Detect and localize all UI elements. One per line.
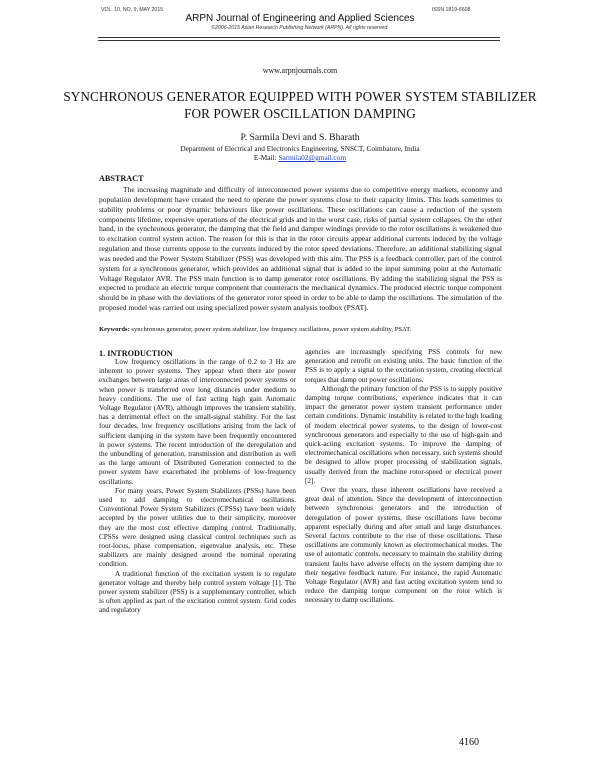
journal-website: www.arpnjournals.com [262,66,338,75]
journal-name: ARPN Journal of Engineering and Applied Sciences [185,13,415,24]
abstract-text: The increasing magnitude and difficulty of interconnected power systems due to competitive energy markets, economy and population development have created the need to operate the power systems close to their capacity limits. This leads sometimes to stability problems or poor dynamic behaviours like power oscillations. These oscillations can cause a reduction of the system components lifetime, expensive operations of the electrical grids and in the worst case, risks of partial system collapses. On the other hand, in the synchronous generator, the damping that the field and damper windings provide to the rotor oscillations is weakened due to excitation control system action. The reason for this is that in the rotor circuits appear additional currents induced by the voltage regulation and those currents oppose to the currents induced by the rotor speed deviations. Therefore, an additional stabilizing signal was needed and the Power System Stabilizer (PSS) was developed with this aim. The PSS is a feedback controller, part of the control system for a synchronous generator, which provides an additional signal that is added to the input summing point at the Automatic Voltage Regulator AVR. The PSS main function is to damp generator rotor oscillations. By adding the stabilizing signal the PSS is expected to produce an electric torque component that counteracts the mechanical dynamics. The produced electric torque component should be in phase with the deviations of the generator rotor speed in order to be able to damp the oscillations. The simulation of the proposed model was carried out using specialized power system analysis toolbox (PSAT). [99,185,502,313]
authors: P. Sarmila Devi and S. Bharath [240,132,360,143]
paragraph: Although the primary function of the PSS is to supply positive damping torque contributions, experience indicates that it can impact the generator power system transient performance under certain conditions. Dynamic instability is related to the high loading of modern electrical power systems, to the design of lower-cost synchronous generators and especially to the use of high-gain and quick-acting excitation systems. To improve the damping of electromechanical oscillations when necessary, such systems should be designed to allow proper processing of stabilization signals, usually derived from the machine rotor-speed or electrical power [2]. [305,384,502,485]
header-rule-thin [98,40,500,41]
issn: ISSN 1819-6608 [432,7,471,13]
volume-info: VOL. 10, NO. 9, MAY 2015 [101,7,164,13]
left-column [99,358,296,616]
abstract-heading: ABSTRACT [99,174,144,183]
header-rule [98,37,500,38]
keywords-label: Keywords: [99,326,130,333]
copyright-notice: ©2006-2015 Asian Research Publishing Network (ARPN). All rights reserved. [211,25,389,31]
email-line [0,153,600,162]
paragraph: Low frequency oscillations in the range of 0.2 to 3 Hz are inherent to power systems. They appear when there are power exchanges between large areas of interconnected power systems or when power is transferred over long distances under medium to heavy conditions. The use of fast acting high gain Automatic Voltage Regulator (AVR), although improves the transient stability, has a detrimental effect on the small-signal stability. For the last four decades, low frequency oscillations arising from the lack of sufficient damping in the system have been frequently encountered in power systems. The recent introduction of the deregulation and the unbundling of generation, transmission and distribution as well as the large amount of Distributed Generation connected to the power system have exacerbated the problems of low-frequency oscillations. [99,358,296,486]
paragraph: agencies are increasingly specifying PSS controls for new generation and retrofit on existing units. The basic function of the PSS is to apply a signal to the excitation system, creating electrical torques that damp out power oscillations. [305,348,502,384]
paper-title: SYNCHRONOUS GENERATOR EQUIPPED WITH POWER SYSTEM STABILIZER FOR POWER OSCILLATION DAMPING [63,89,537,121]
page-number: 4160 [459,737,479,748]
paragraph: For many years, Power System Stabilizers (PSSs) have been used to add damping to electromechanical oscillations. Conventional Power System Stabilizers (CPSSs) have been widely accepted by the power utilities due to their simplicity, moreover they are the most cost effective damping control. Traditionally, CPSSs were designed using classical control techniques such as root-locus, phase compensation, eigenvalue analysis, etc. These stabilizers are mainly designed around the nominal operating condition. [99,486,296,569]
affiliation: Department of Electrical and Electronics Engineering, SNSCT, Coimbatore, India [180,144,420,153]
keywords-text: synchronous generator, power system stabilizer, low frequency oscillations, power system stability, PSAT. [129,326,412,333]
email-link[interactable]: Sarmila02@gmail.com [278,153,347,162]
paragraph: A traditional function of the excitation system is to regulate generator voltage and thereby help control system voltage [1]. The power system stabilizer (PSS) is a supplementary controller, which is often applied as part of the excitation control system. Grid codes and regulatory [99,569,296,615]
introduction-heading: 1. INTRODUCTION [99,349,173,358]
keywords [99,326,502,333]
paragraph: Over the years, these inherent oscillations have received a great deal of attention. Since the development of interconnection between synchronous generators and the introduction of deregulation of power systems, these oscillations have become apparent especially during and after small and large disturbances. Several factors contribute to the rise of these oscillations. These oscillations are commonly known as electromechanical modes. The use of automatic controls, necessary to maintain the stability during transient faults have adverse effects on the system damping due to their negative feedback nature. For instance, the rapid Automatic Voltage Regulator (AVR) and fast acting excitation system tend to reduce the damping torque component on the rotor which is necessary to damp oscillations. [305,486,502,605]
right-column [305,348,502,606]
email-label: E-Mail: [253,153,279,162]
